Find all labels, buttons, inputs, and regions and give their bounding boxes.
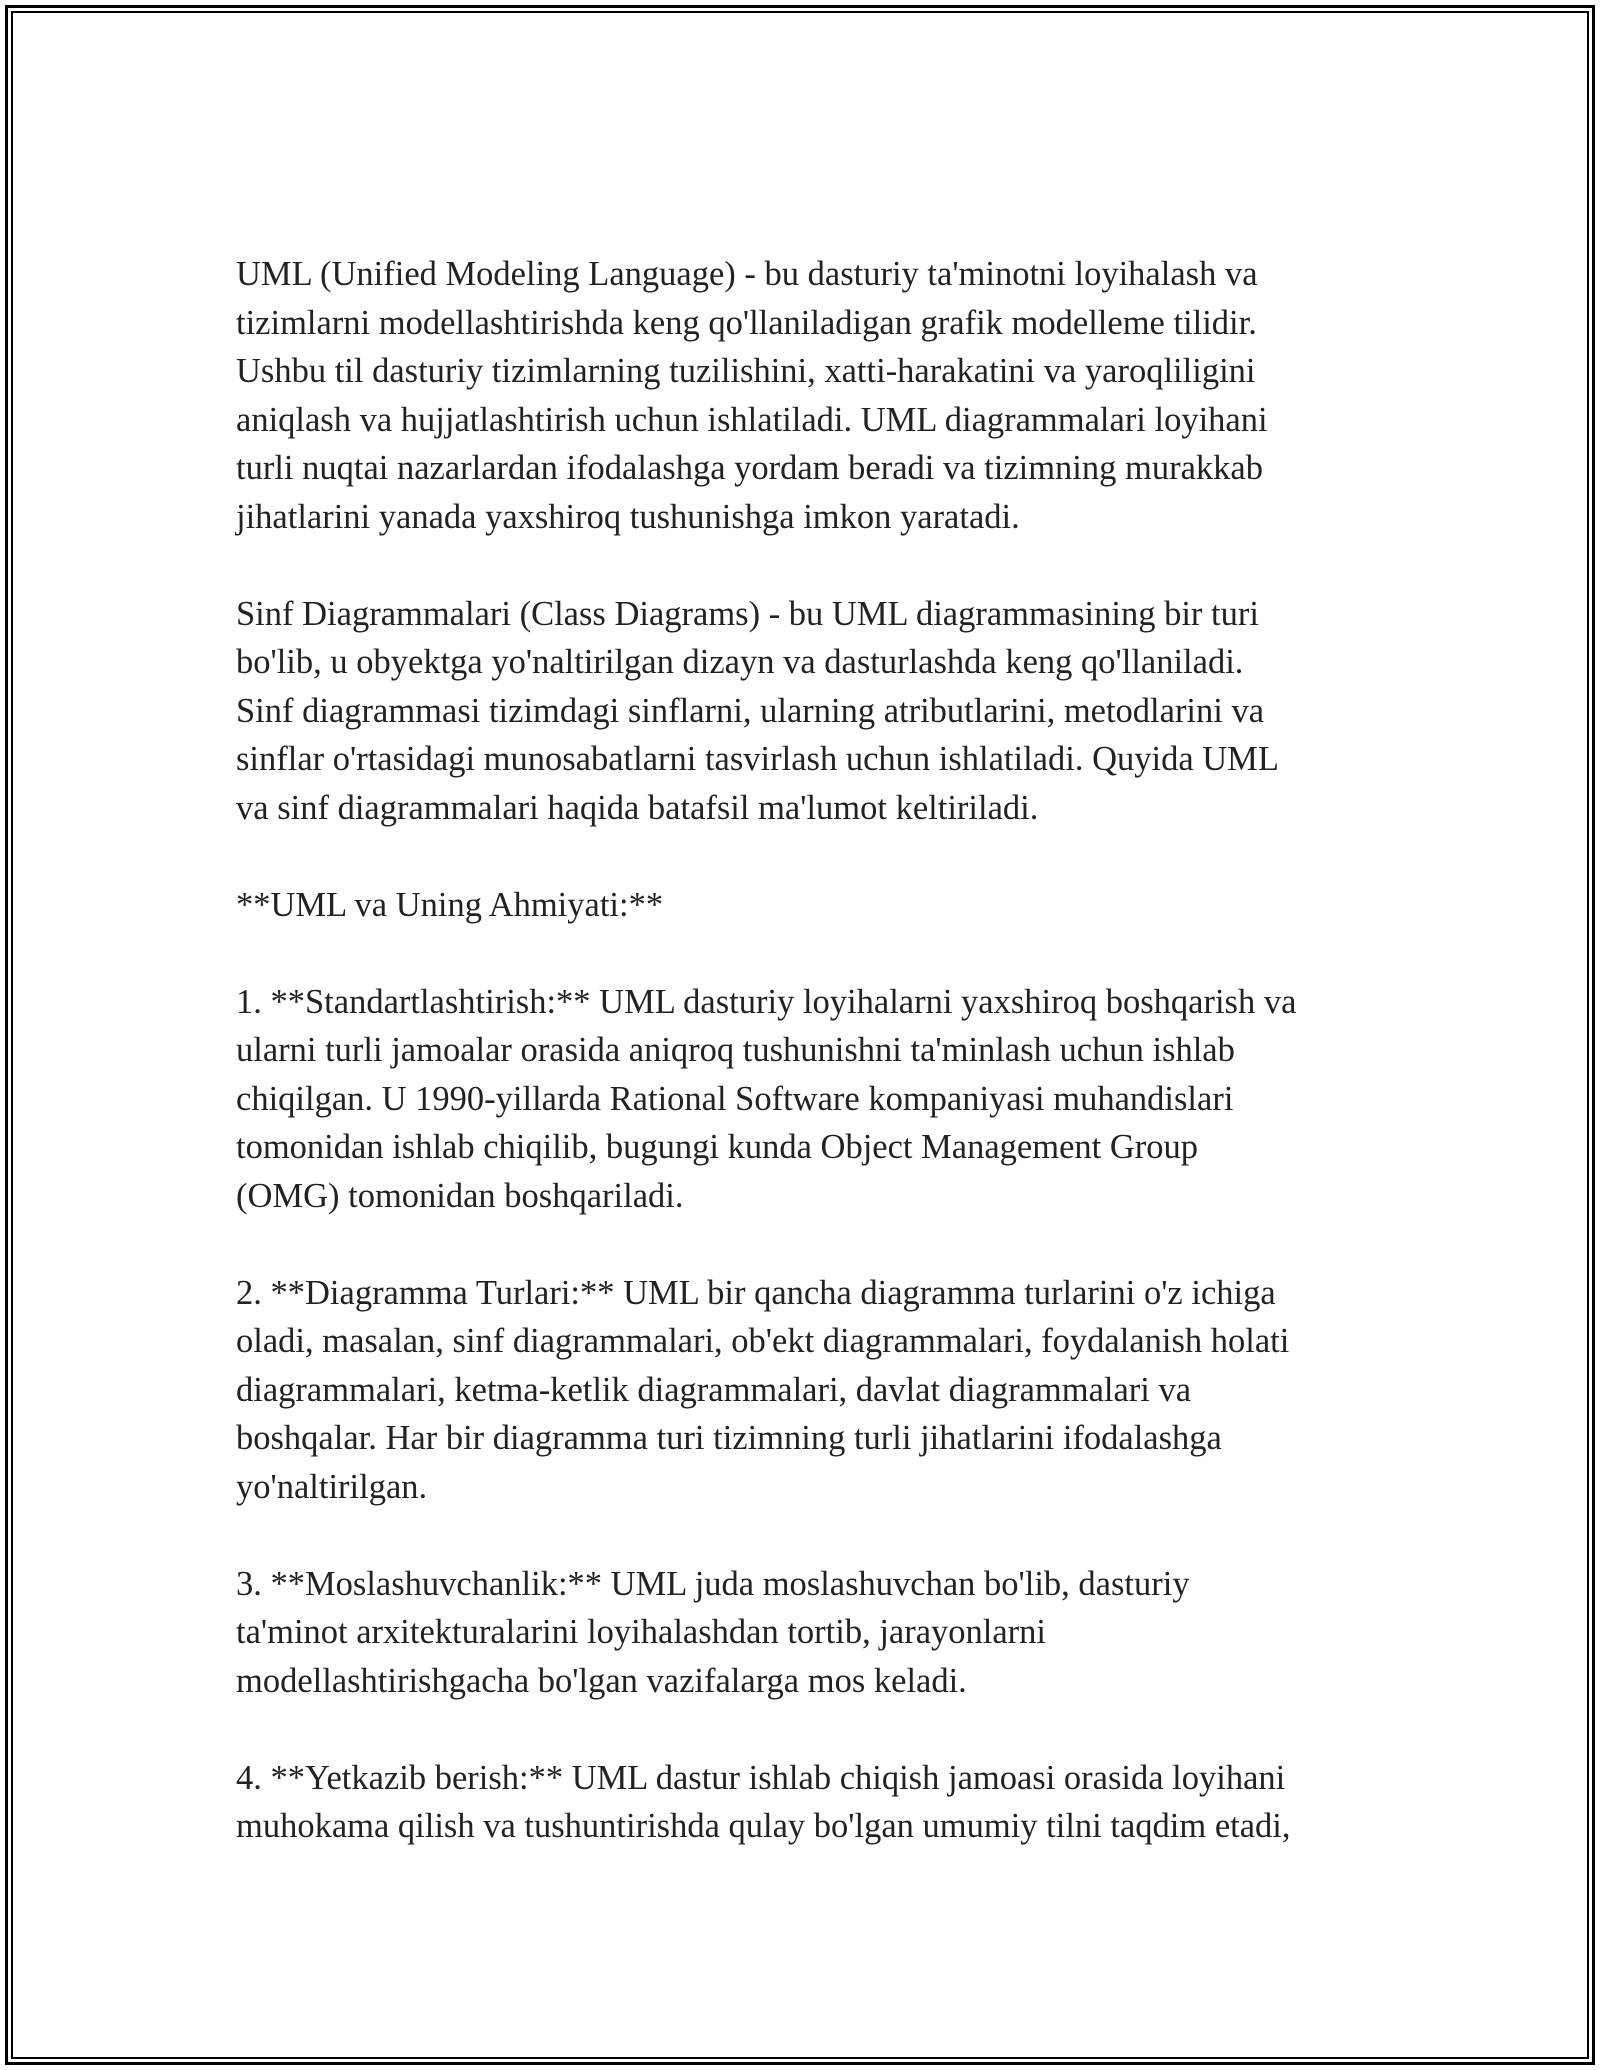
list-item-standardization: 1. **Standartlashtirish:** UML dasturiy loyihalarni yaxshiroq boshqarish va ularni turli jamoalar orasida aniqroq tushunishni ta'minlash uchun ishlab chiqilgan. U 1990-yillarda Rational Software kompaniyasi muhandislari tomonidan ishlab chiqilib, bugungi kunda Object Management Group (OMG) tomonidan boshqariladi. (236, 982, 1297, 1215)
list-item-flexibility: 3. **Moslashuvchanlik:** UML juda moslashuvchan bo'lib, dasturiy ta'minot arxitekturalarini loyihalashdan tortib, jarayonlarni modellashtirishgacha bo'lgan vazifalarga mos keladi. (236, 1564, 1190, 1700)
list-item-diagram-types: 2. **Diagramma Turlari:** UML bir qancha diagramma turlarini o'z ichiga oladi, masalan, sinf diagrammalari, ob'ekt diagrammalari, foydalanish holati diagrammalari, ketma-ketlik diagrammalari, davlat diagrammalari va boshqalar. Har bir diagramma turi tizimning turli jihatlarini ifodalashga yo'naltirilgan. (236, 1273, 1290, 1506)
document-body (236, 250, 1386, 1899)
section-heading-uml-importance: **UML va Uning Ahmiyati:** (236, 885, 664, 924)
list-item-delivery: 4. **Yetkazib berish:** UML dastur ishlab chiqish jamoasi orasida loyihani muhokama qilish va tushuntirishda qulay bo'lgan umumiy tilni taqdim etadi, (236, 1758, 1291, 1845)
paragraph-uml-intro: UML (Unified Modeling Language) - bu dasturiy ta'minotni loyihalash va tizimlarni modellashtirishda keng qo'llaniladigan grafik modelleme tilidir. Ushbu til dasturiy tizimlarning tuzilishini, xatti-harakatini va yaroqliligini aniqlash va hujjatlashtirish uchun ishlatiladi. UML diagrammalari loyihani turli nuqtai nazarlardan ifodalashga yordam beradi va tizimning murakkab jihatlarini yanada yaxshiroq tushunishga imkon yaratadi. (236, 255, 1268, 536)
paragraph-class-diagrams: Sinf Diagrammalari (Class Diagrams) - bu UML diagrammasining bir turi bo'lib, u obyektga yo'naltirilgan dizayn va dasturlashda keng qo'llaniladi. Sinf diagrammasi tizimdagi sinflarni, ularning atributlarini, metodlarini va sinflar o'rtasidagi munosabatlarni tasvirlash uchun ishlatiladi. Quyida UML va sinf diagrammalari haqida batafsil ma'lumot keltiriladi. (236, 594, 1279, 827)
